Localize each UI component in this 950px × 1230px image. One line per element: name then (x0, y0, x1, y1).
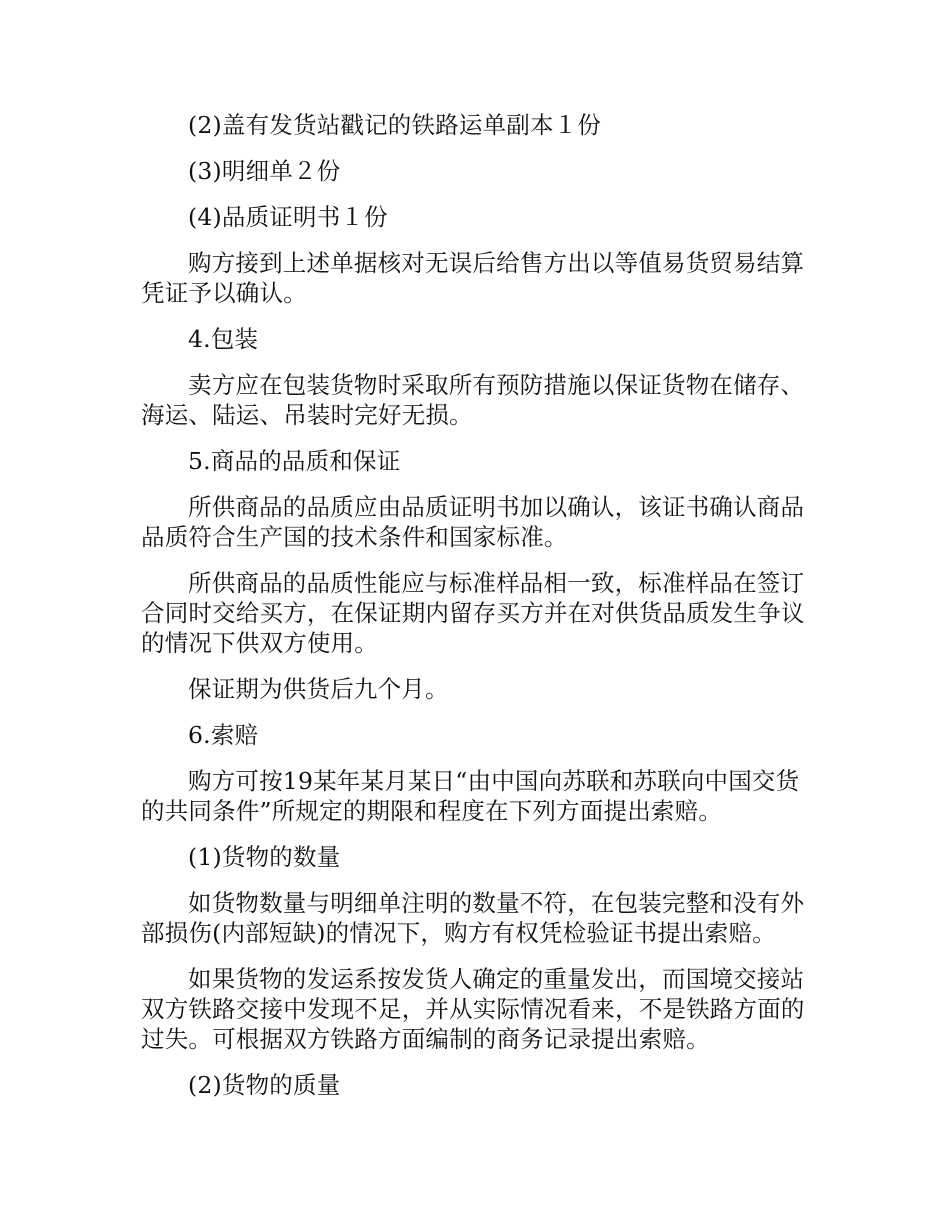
paragraph-warranty-period: 保证期为供货后九个月。 (188, 675, 449, 703)
paragraph-packing: 卖方应在包装货物时采取所有预防措施以保证货物在储存、海运、陆运、吊装时完好无损。 (141, 371, 805, 429)
paragraph-quality-sample: 所供商品的品质性能应与标准样品相一致，标准样品在签订合同时交给买方，在保证期内留存买方并在对供货品质发生争议的情况下供双方使用。 (141, 569, 805, 657)
paragraph-quantity-mismatch: 如货物数量与明细单注明的数量不符，在包装完整和没有外部损伤(内部短缺)的情况下，购方有权凭检验证书提出索赔。 (141, 889, 805, 947)
paragraph-confirmation: 购方接到上述单据核对无误后给售方出以等值易货贸易结算凭证予以确认。 (141, 249, 805, 307)
paragraph-weight-shortage: 如果货物的发运系按发货人确定的重量发出，而国境交接站双方铁路交接中发现不足，并从实际情况看来，不是铁路方面的过失。可根据双方铁路方面编制的商务记录提出索赔。 (141, 965, 805, 1053)
document-body (141, 110, 813, 1100)
paragraph-attachment-2: (2)盖有发货站戳记的铁路运单副本１份 (188, 111, 602, 139)
subheading-quantity: (1)货物的数量 (188, 843, 341, 871)
section-heading-claims: 6.索赔 (188, 721, 259, 749)
paragraph-claims-basis: 购方可按19某年某月某日“由中国向苏联和苏联向中国交货的共同条件”所规定的期限和程度在下列方面提出索赔。 (141, 767, 800, 825)
subheading-quality: (2)货物的质量 (188, 1071, 341, 1099)
section-heading-quality: 5.商品的品质和保证 (188, 447, 401, 475)
paragraph-attachment-4: (4)品质证明书１份 (188, 203, 388, 231)
section-heading-packing: 4.包装 (188, 325, 259, 353)
paragraph-quality-certificate: 所供商品的品质应由品质证明书加以确认，该证书确认商品品质符合生产国的技术条件和国家标准。 (141, 493, 805, 551)
paragraph-attachment-3: (3)明细单２份 (188, 157, 341, 185)
